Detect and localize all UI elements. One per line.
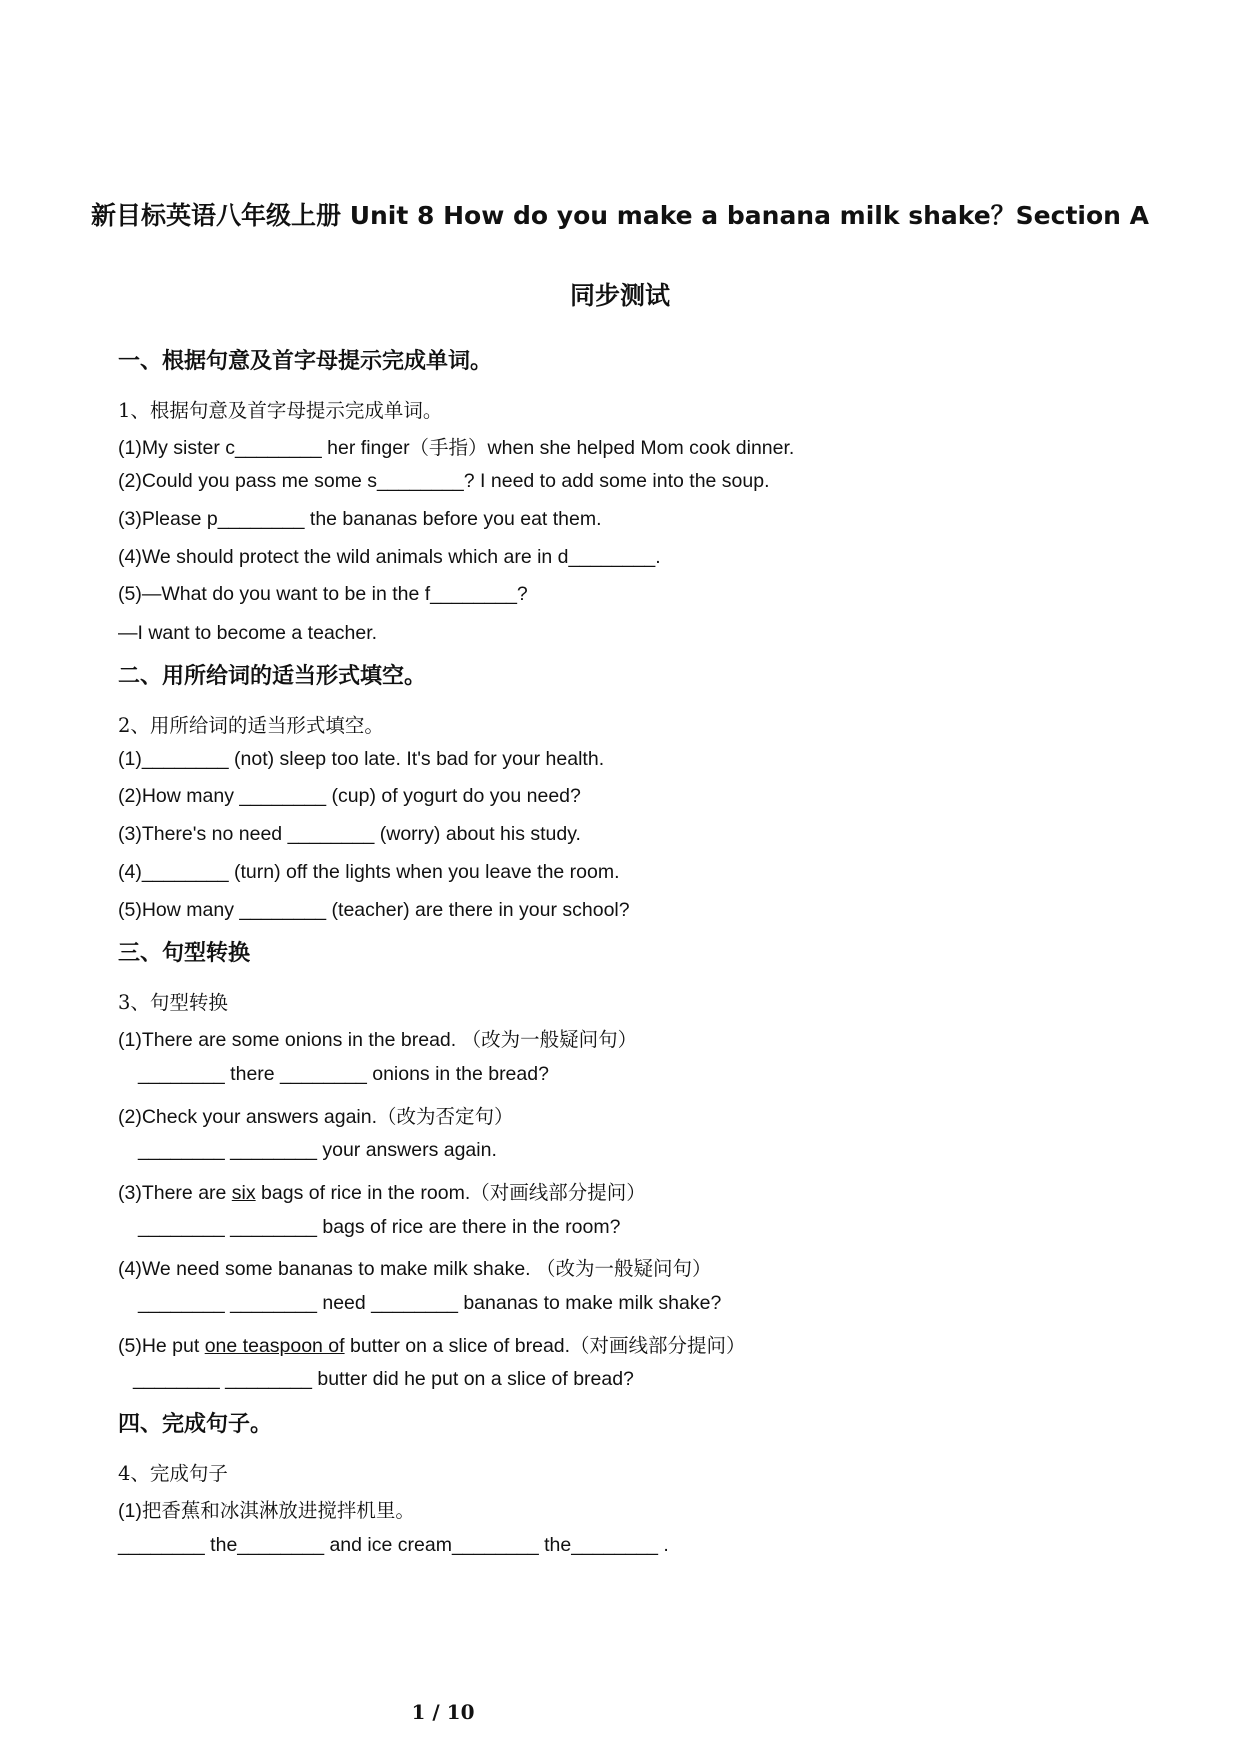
answer-line: ________ the________ and ice cream________ the________ . (118, 1534, 669, 1556)
question-line: (3)There's no need ________ (worry) about his study. (118, 823, 581, 845)
question-line: (1)________ (not) sleep too late. It's bad for your health. (118, 748, 605, 770)
question-text: bags of rice in the room.（对画线部分提问） (255, 1182, 646, 1204)
underlined-text: six (231, 1182, 256, 1204)
answer-line: ________ ________ need ________ bananas to make milk shake? (138, 1292, 722, 1314)
question-line: (2)How many ________ (cup) of yogurt do you need? (118, 785, 581, 807)
question-line: (1)There are some onions in the bread. （改为一般疑问句） (118, 1029, 638, 1051)
section-3-instruction: 3、句型转换 (118, 991, 228, 1014)
section-1-heading: 一、根据句意及首字母提示完成单词。 (118, 349, 493, 374)
page-separator: / (425, 1700, 447, 1724)
question-text: (5)He put (118, 1335, 205, 1357)
question-line: (2)Check your answers again.（改为否定句） (118, 1106, 514, 1128)
question-line (118, 1330, 746, 1358)
section-4-heading: 四、完成句子。 (118, 1412, 273, 1437)
document-subtitle: 同步测试 (569, 281, 670, 310)
section-2-instruction: 2、用所给词的适当形式填空。 (118, 714, 384, 737)
answer-line: ________ there ________ onions in the bread? (138, 1063, 549, 1085)
section-4-instruction: 4、完成句子 (118, 1462, 228, 1485)
question-line: (4)________ (turn) off the lights when you leave the room. (118, 861, 620, 883)
question-text: butter on a slice of bread.（对画线部分提问） (344, 1335, 746, 1357)
answer-line: ________ ________ your answers again. (138, 1139, 497, 1161)
question-line: (5)—What do you want to be in the f________? (118, 583, 528, 605)
answer-line: ________ ________ butter did he put on a slice of bread? (133, 1368, 634, 1390)
underlined-text: one teaspoon of (204, 1335, 345, 1357)
question-line: (2)Could you pass me some s________? I need to add some into the soup. (118, 470, 770, 492)
document-title: 新目标英语八年级上册 Unit 8 How do you make a banana milk shake？Section A (91, 201, 1149, 230)
total-pages: 10 (446, 1700, 475, 1724)
section-3-heading: 三、句型转换 (118, 941, 251, 966)
answer-line: ________ ________ bags of rice are there in the room? (138, 1216, 621, 1238)
question-line: (3)Please p________ the bananas before you eat them. (118, 508, 602, 530)
section-1-instruction: 1、根据句意及首字母提示完成单词。 (118, 399, 443, 422)
answer-line: —I want to become a teacher. (118, 622, 378, 644)
question-line: (5)How many ________ (teacher) are there in your school? (118, 899, 630, 921)
question-line: (1)把香蕉和冰淇淋放进搅拌机里。 (118, 1500, 415, 1522)
current-page: 1 (411, 1700, 426, 1724)
question-text: (3)There are (118, 1182, 232, 1204)
section-2-heading: 二、用所给词的适当形式填空。 (118, 664, 427, 689)
question-line: (4)We should protect the wild animals which are in d________. (118, 546, 661, 568)
question-line: (1)My sister c________ her finger（手指）when she helped Mom cook dinner. (118, 437, 795, 459)
question-line (118, 1177, 646, 1205)
question-line: (4)We need some bananas to make milk shake. （改为一般疑问句） (118, 1258, 712, 1280)
page-number (0, 1700, 886, 1724)
